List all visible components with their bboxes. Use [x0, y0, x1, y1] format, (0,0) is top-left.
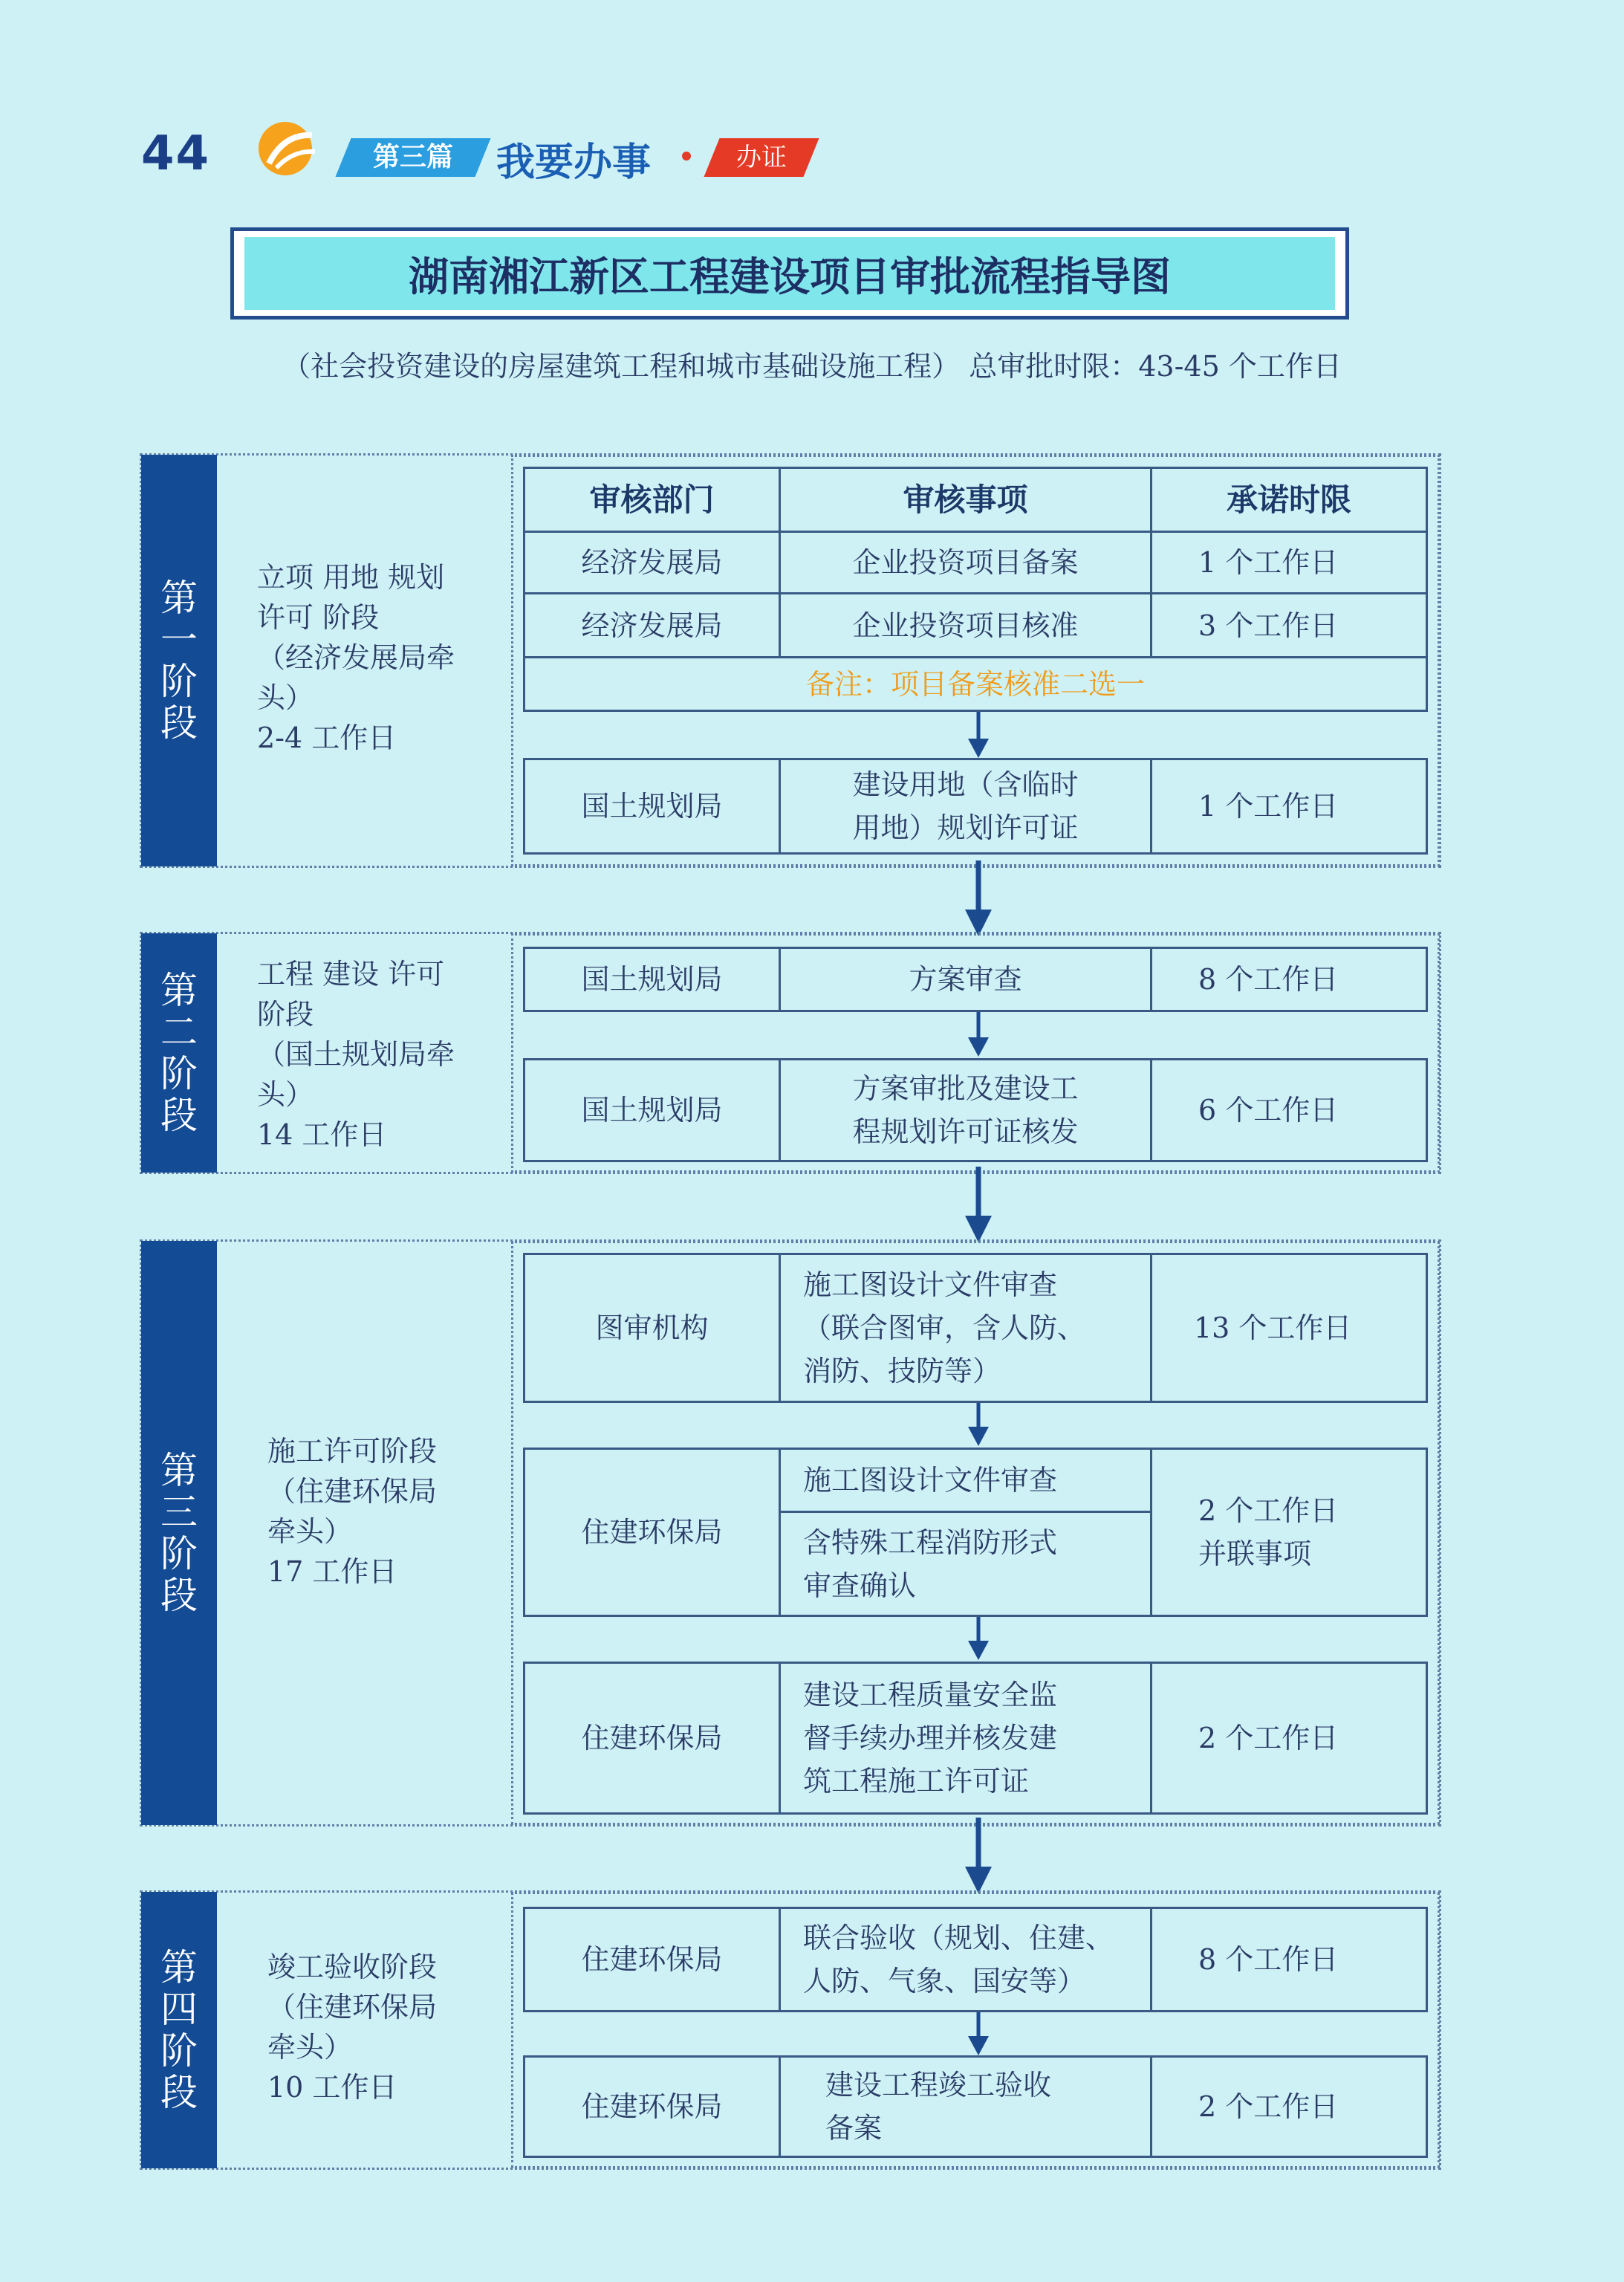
- subtitle: （社会投资建设的房屋建筑工程和城市基础设施工程） 总审批时限：43-45 个工作日: [282, 350, 1342, 383]
- stage-3-table-a: [523, 1253, 1428, 1403]
- row-item: 施工图设计文件审查: [803, 1464, 1058, 1497]
- flow-arrow-icon: [966, 1617, 991, 1665]
- row-dept: 住建环保局: [581, 1943, 723, 1976]
- row-time: 1 个工作日: [1198, 790, 1339, 823]
- flow-arrow-icon: [966, 1012, 991, 1060]
- row-dept: 住建环保局: [581, 1722, 723, 1754]
- note-row: 备注：项目备案核准二选一: [805, 667, 1145, 701]
- row-item: 方案审查: [909, 963, 1022, 996]
- row-time: 2 个工作日: [1198, 1722, 1339, 1754]
- row-time: 2 个工作日: [1198, 2090, 1339, 2123]
- flow-arrow-icon: [963, 860, 994, 938]
- separator-dot: [682, 152, 691, 161]
- stage-2-desc: 工程 建设 许可 阶段 （国土规划局牵 头） 14 工作日: [257, 958, 455, 1151]
- row-time: 13 个工作日: [1194, 1312, 1352, 1344]
- row-time: 1 个工作日: [1198, 546, 1339, 579]
- row-item: 企业投资项目备案: [852, 546, 1079, 579]
- stage-1-desc: 立项 用地 规划 许可 阶段 （经济发展局牵 头） 2-4 工作日: [257, 561, 455, 754]
- row-dept: 国土规划局: [581, 963, 723, 996]
- row-dept: 住建环保局: [581, 1516, 723, 1549]
- stage-4-label: 第四阶段: [141, 1892, 217, 2168]
- stage-2-table-a: [523, 947, 1428, 1012]
- part-tag: 第三篇: [335, 138, 490, 177]
- row-dept: 国土规划局: [581, 790, 723, 823]
- flow-arrow-icon: [966, 712, 991, 759]
- stage-1-table-b: [523, 758, 1428, 855]
- row-time: 6 个工作日: [1198, 1094, 1339, 1127]
- row-item: 含特殊工程消防形式 审查确认: [803, 1526, 1058, 1602]
- flow-arrow-icon: [963, 1818, 994, 1895]
- stage-2-table-b: [523, 1058, 1428, 1162]
- header-item: 审核事项: [903, 481, 1028, 518]
- stage-3-label: 第三阶段: [141, 1241, 217, 1825]
- stage-1-label: 第一阶段: [141, 455, 217, 866]
- row-time: 8 个工作日: [1198, 963, 1339, 996]
- row-item: 企业投资项目核准: [852, 609, 1079, 642]
- row-time: 2 个工作日 并联事项: [1198, 1494, 1339, 1570]
- header-time: 承诺时限: [1226, 481, 1351, 518]
- title-box: [230, 227, 1349, 320]
- header-dept: 审核部门: [589, 481, 715, 518]
- row-item: 方案审批及建设工 程规划许可证核发: [852, 1072, 1079, 1148]
- sub-tag: 办证: [704, 138, 819, 177]
- row-dept: 住建环保局: [581, 2090, 723, 2123]
- row-item: 施工图设计文件审查 （联合图审，含人防、 消防、技防等）: [803, 1268, 1086, 1387]
- flow-arrow-icon: [966, 1403, 991, 1450]
- logo-icon: [254, 119, 321, 178]
- row-dept: 经济发展局: [581, 546, 723, 579]
- flow-arrow-icon: [963, 1167, 994, 1244]
- stage-4-table-b: [523, 2055, 1428, 2158]
- row-dept: 国土规划局: [581, 1094, 723, 1127]
- stage-4-desc: 竣工验收阶段 （住建环保局 牵头） 10 工作日: [267, 1951, 438, 2104]
- row-item: 联合验收（规划、住建、 人防、气象、国安等）: [803, 1922, 1114, 1997]
- row-time: 8 个工作日: [1198, 1943, 1339, 1976]
- stage-3-table-b: [523, 1448, 1428, 1617]
- stage-1-table: [523, 467, 1428, 712]
- row-item: 建设工程竣工验收 备案: [825, 2069, 1052, 2145]
- page-title: 湖南湘江新区工程建设项目审批流程指导图: [244, 237, 1335, 310]
- stage-4-table-a: [523, 1907, 1428, 2012]
- row-dept: 经济发展局: [581, 609, 723, 642]
- page-number: 44: [141, 126, 211, 181]
- section-title: 我要办事: [496, 140, 652, 185]
- stage-3-table-c: [523, 1662, 1428, 1815]
- row-item: 建设工程质量安全监 督手续办理并核发建 筑工程施工许可证: [803, 1679, 1058, 1798]
- row-item: 建设用地（含临时 用地）规划许可证: [852, 768, 1079, 844]
- row-dept: 图审机构: [595, 1312, 709, 1344]
- row-time: 3 个工作日: [1198, 609, 1339, 642]
- flow-arrow-icon: [966, 2012, 991, 2060]
- stage-3-desc: 施工许可阶段 （住建环保局 牵头） 17 工作日: [267, 1435, 438, 1588]
- stage-2-label: 第二阶段: [141, 933, 217, 1173]
